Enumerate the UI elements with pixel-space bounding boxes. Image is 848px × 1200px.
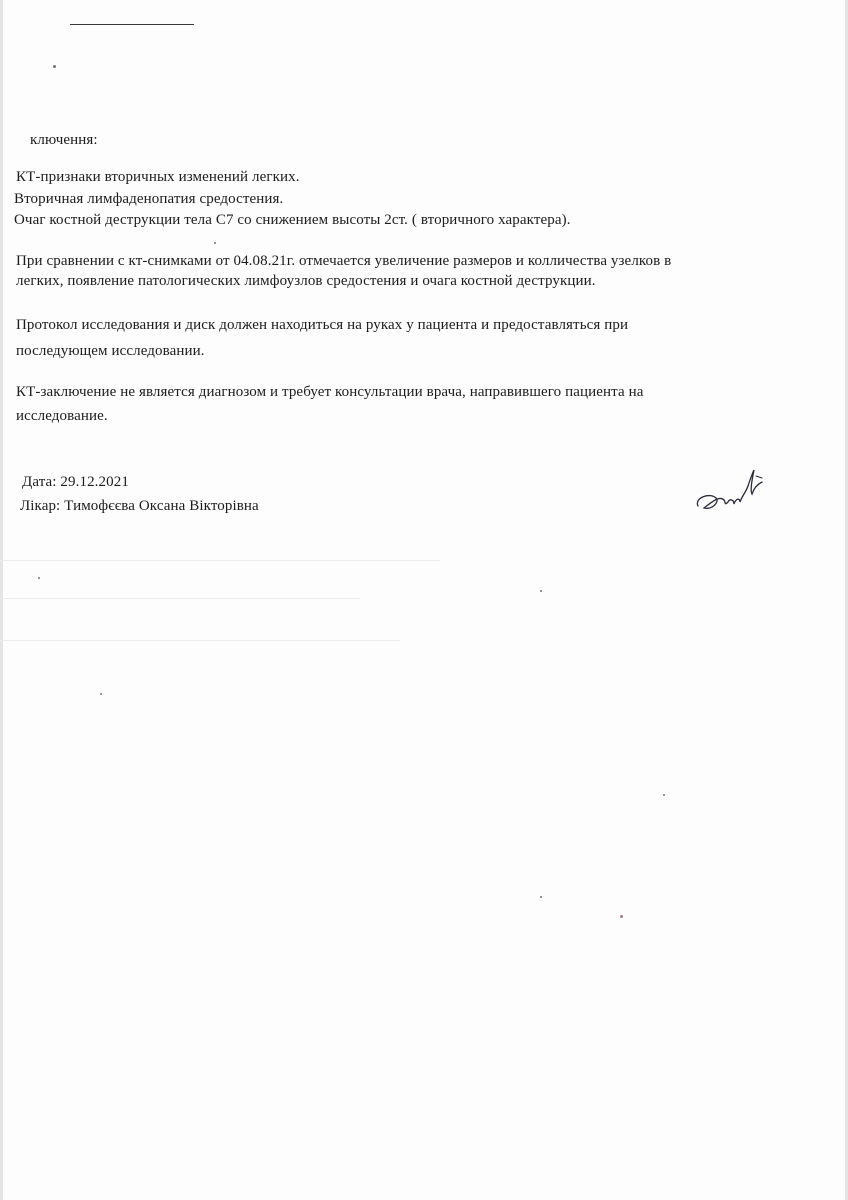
top-rule	[70, 24, 194, 25]
scan-shadow	[0, 598, 360, 599]
conclusion-heading: ключення:	[30, 132, 98, 148]
scan-shadow	[0, 640, 400, 641]
comparison-line: При сравнении с кт-снимками от 04.08.21г. отмечается увеличение размеров и колличества узелков в	[16, 253, 672, 269]
comparison-line: легких, появление патологических лимфоузлов средостения и очага костной деструкции.	[16, 273, 596, 289]
protocol-line: последующем исследовании.	[16, 343, 205, 359]
finding-line: КТ-признаки вторичных изменений легких.	[16, 169, 300, 185]
scan-shadow	[0, 560, 440, 561]
disclaimer-line: исследование.	[16, 408, 108, 424]
disclaimer-line: КТ-заключение не является диагнозом и требует консультации врача, направившего пациента на	[16, 384, 644, 400]
finding-line: Очаг костной деструкции тела С7 со снижением высоты 2ст. ( вторичного характера).	[14, 212, 571, 228]
scan-speck	[620, 915, 623, 918]
scan-speck	[38, 577, 40, 579]
finding-line: Вторичная лимфаденопатия средостения.	[14, 191, 284, 207]
page-left-edge	[0, 0, 3, 1200]
scan-speck	[540, 590, 542, 592]
scan-speck	[540, 896, 542, 898]
scan-speck	[53, 65, 56, 68]
protocol-line: Протокол исследования и диск должен находиться на руках у пациента и предоставляться при	[16, 317, 629, 333]
scan-speck	[100, 693, 102, 695]
report-date: Дата: 29.12.2021	[22, 474, 129, 490]
scan-speck	[214, 242, 216, 244]
doctor-signature	[690, 462, 770, 518]
doctor-name: Лікар: Тимофєєва Оксана Вікторівна	[20, 498, 259, 514]
scan-speck	[663, 794, 665, 796]
